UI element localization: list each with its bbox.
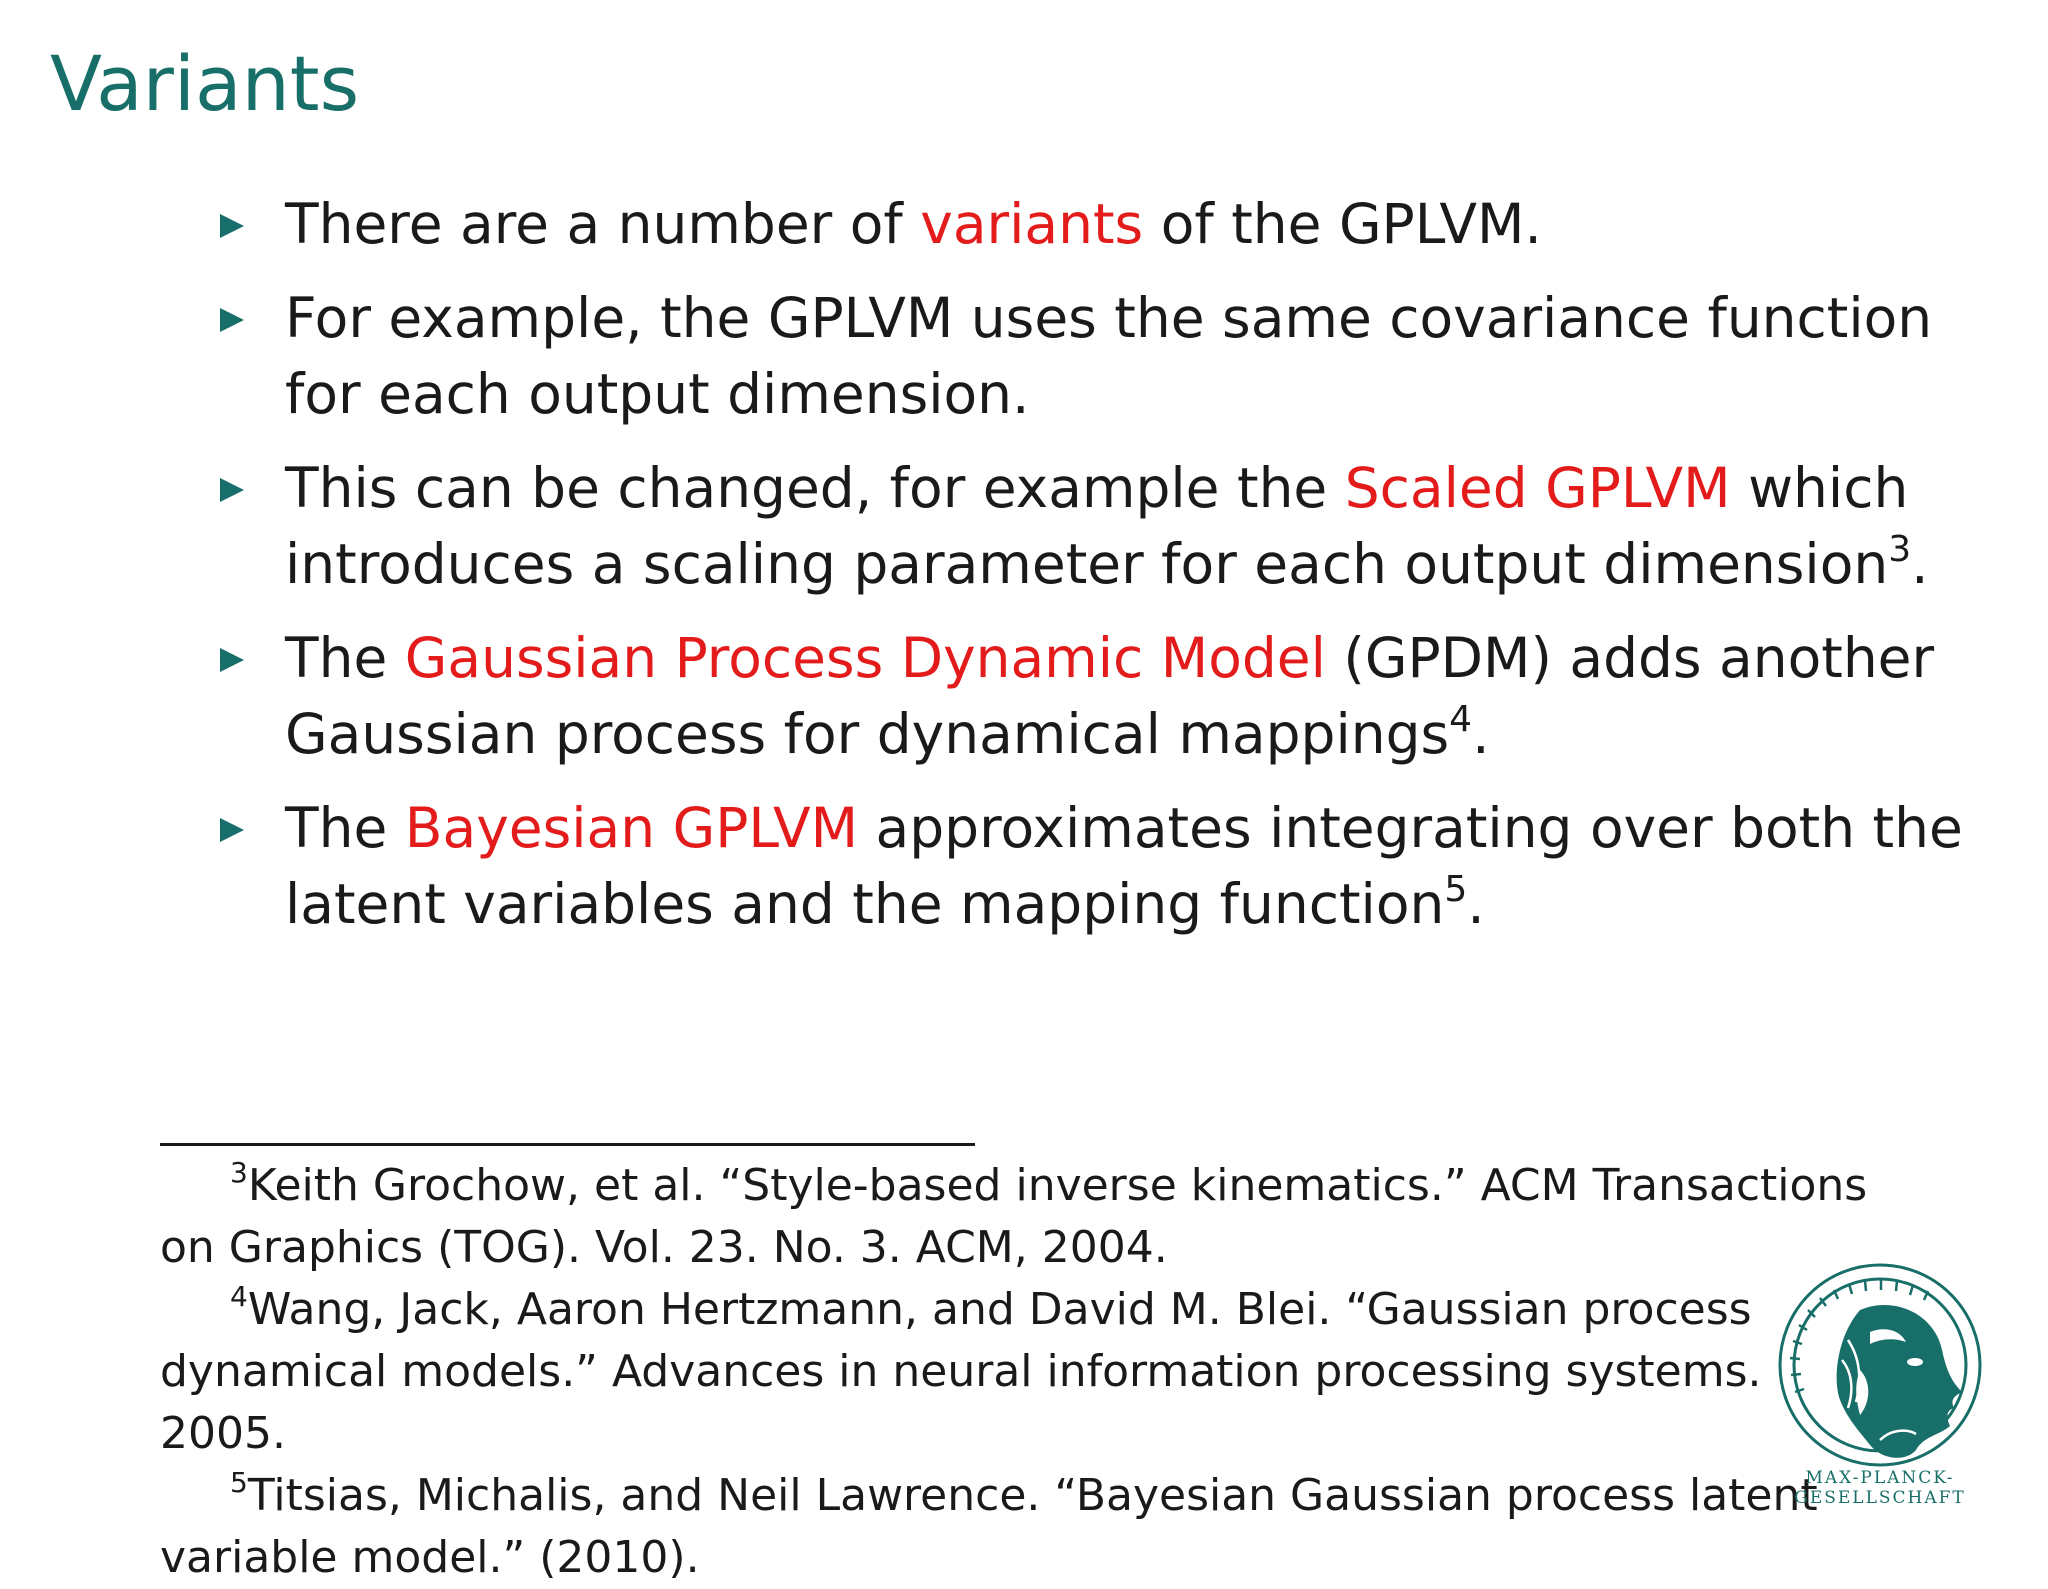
- footnote: [160, 1279, 1900, 1465]
- footnote-mark: 4: [230, 1280, 248, 1313]
- footnote: [160, 1155, 1900, 1279]
- footnote-text: Titsias, Michalis, and Neil Lawrence. “Bayesian Gaussian process latent variable model.” (2010).: [160, 1470, 1818, 1583]
- bullet-text: .: [1467, 872, 1485, 936]
- bullet-item: [220, 620, 1980, 772]
- footnote-mark: 3: [230, 1156, 248, 1189]
- footnote-mark: 5: [230, 1466, 248, 1499]
- highlighted-term: Bayesian GPLVM: [404, 796, 859, 860]
- bullet-arrow-icon: [220, 818, 244, 842]
- highlighted-term: variants: [920, 192, 1144, 256]
- bullet-text: which introduces a scaling parameter for each output dimension: [285, 456, 1909, 596]
- bullet-item: [220, 186, 1980, 262]
- footnote-ref: 4: [1449, 699, 1473, 740]
- footnote-ref: 3: [1888, 529, 1912, 570]
- bullet-arrow-icon: [220, 308, 244, 332]
- highlighted-term: Scaled GPLVM: [1344, 456, 1731, 520]
- footnotes: [160, 1155, 1900, 1589]
- bullet-item: [220, 790, 1980, 942]
- footnote-ref: 5: [1444, 869, 1468, 910]
- bullet-text: .: [1472, 702, 1490, 766]
- bullet-text: The: [285, 626, 405, 690]
- bullet-arrow-icon: [220, 214, 244, 238]
- bullet-text: of the GPLVM.: [1143, 192, 1542, 256]
- bullet-arrow-icon: [220, 478, 244, 502]
- slide-title: Variants: [50, 39, 360, 128]
- bullet-text: For example, the GPLVM uses the same covariance function for each output dimension.: [285, 286, 1933, 426]
- bullet-text: The: [285, 796, 405, 860]
- bullet-item: [220, 450, 1980, 602]
- footnote: [160, 1465, 1900, 1589]
- highlighted-term: Gaussian Process Dynamic Model: [404, 626, 1326, 690]
- logo-text: MAX-PLANCK-GESELLSCHAFT: [1794, 1468, 1966, 1508]
- footnote-text: Keith Grochow, et al. “Style-based inverse kinematics.” ACM Transactions on Graphics (TOG). Vol. 23. No. 3. ACM, 2004.: [160, 1160, 1868, 1273]
- bullet-text: This can be changed, for example the: [285, 456, 1345, 520]
- bullet-item: [220, 280, 1980, 432]
- footnote-rule: [160, 1143, 975, 1146]
- bullet-text: There are a number of: [285, 192, 921, 256]
- footnote-text: Wang, Jack, Aaron Hertzmann, and David M. Blei. “Gaussian process dynamical models.” Advances in neural information processing systems. 2005.: [160, 1284, 1762, 1459]
- bullet-list: [220, 186, 1980, 960]
- bullet-text: approximates integrating over both the latent variables and the mapping function: [285, 796, 1963, 936]
- bullet-text: (GPDM) adds another Gaussian process for dynamical mappings: [285, 626, 1935, 766]
- bullet-text: .: [1911, 532, 1929, 596]
- bullet-arrow-icon: [220, 648, 244, 672]
